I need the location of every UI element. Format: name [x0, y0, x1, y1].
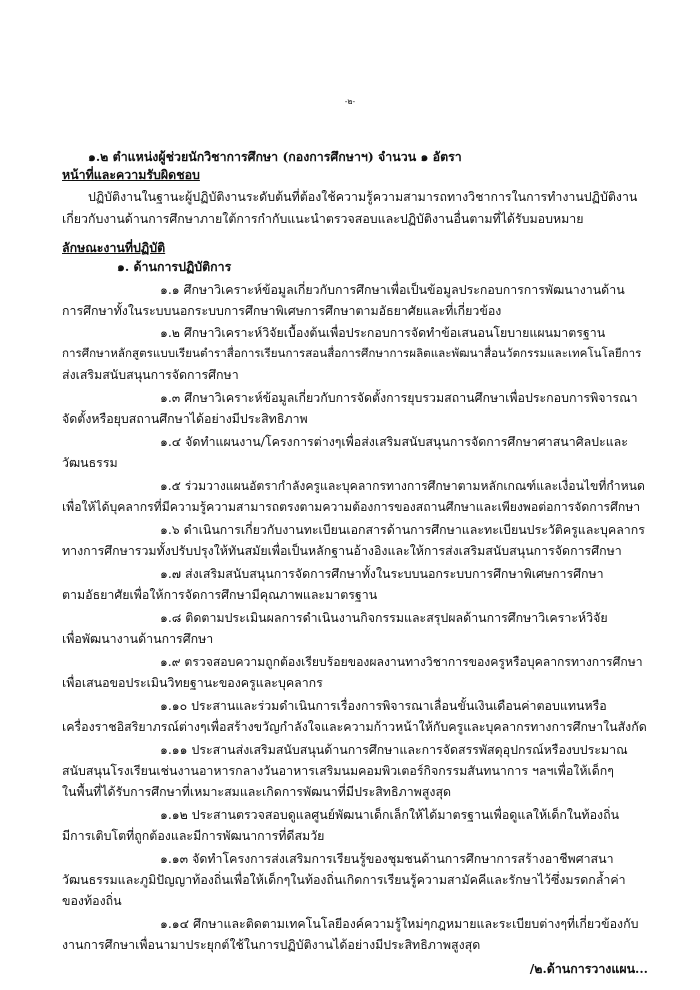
item-1-5-line: เพื่อให้ได้บุคลากรที่มีความรู้ความสามารถตรงตามความต้องการของสถานศึกษาและเพียงพอต่อการจัดการศึกษา	[62, 500, 641, 514]
item-1-8-line: เพื่อพัฒนางานด้านการศึกษา	[62, 631, 214, 646]
item-1-1-line: การศึกษาทั้งในระบบนอกระบบการศึกษาพิเศษการศึกษาตามอัธยาศัยและที่เกี่ยวข้อง	[62, 303, 502, 318]
work-title: ลักษณะงานที่ปฏิบัติ	[62, 240, 166, 255]
item-1-10-first: ๑.๑๐ ประสานและร่วมดำเนินการเรื่องการพิจารณาเลื่อนขั้นเงินเดือนค่าตอบแทนหรือ	[160, 698, 607, 713]
item-1-6-first: ๑.๖ ดำเนินการเกี่ยวกับงานทะเบียนเอกสารด้านการศึกษาและทะเบียนประวัติครูและบุคลากร	[160, 522, 645, 537]
item-1-10-line: เครื่องราชอิสริยาภรณ์ต่างๆเพื่อสร้างขวัญกำลังใจและความก้าวหน้าให้กับครูและบุคลากรทางการศึกษาในสังกัด	[62, 719, 647, 734]
section-1-title: ๑. ด้านการปฏิบัติการ	[117, 259, 232, 274]
item-1-13-line: วัฒนธรรมและภูมิปัญญาท้องถิ่นเพื่อให้เด็กๆในท้องถิ่นเกิดการเรียนรู้ความสามัคคีและรักษาไว้ซึ่งมรดกล้ำค่า	[62, 872, 626, 887]
item-1-11-line: สนับสนุนโรงเรียนเช่นงานอาหารกลางวันอาหารเสริมนมคอมพิวเตอร์กิจกรรมสันทนาการ ฯลฯเพื่อให้เด็กๆ	[62, 763, 614, 778]
item-1-2-line: ส่งเสริมสนับสนุนการจัดการศึกษา	[62, 367, 239, 382]
item-1-4-line: วัฒนธรรม	[62, 455, 118, 470]
position-heading: ๑.๒ ตำแหน่งผู้ช่วยนักวิชาการศึกษา (กองการศึกษาฯ) จำนวน ๑ อัตรา	[88, 149, 462, 164]
item-1-13-line: ของท้องถิ่น	[62, 893, 122, 908]
item-1-9-line: เพื่อเสนอขอประเมินวิทยฐานะของครูและบุคลากร	[62, 675, 323, 690]
item-1-12-first: ๑.๑๒ ประสานตรวจสอบดูแลศูนย์พัฒนาเด็กเล็กให้ได้มาตรฐานเพื่อดูแลให้เด็กในท้องถิ่น	[160, 807, 620, 822]
item-1-8-first: ๑.๘ ติดตามประเมินผลการดำเนินงานกิจกรรมและสรุปผลด้านการศึกษาวิเคราะห์วิจัย	[160, 610, 608, 625]
item-1-3-first: ๑.๓ ศึกษาวิเคราะห์ข้อมูลเกี่ยวกับการจัดตั้งการยุบรวมสถานศึกษาเพื่อประกอบการพิจารณา	[160, 390, 638, 405]
item-1-11-line: ในพื้นที่ได้รับการศึกษาที่เหมาะสมและเกิดการพัฒนาที่มีประสิทธิภาพสูงสุด	[62, 784, 452, 799]
item-1-7-line: ตามอัธยาศัยเพื่อให้การจัดการศึกษามีคุณภาพและมาตรฐาน	[62, 587, 378, 602]
item-1-14-line: งานการศึกษาเพื่อนามาประยุกต์ใช้ในการปฏิบัติงานได้อย่างมีประสิทธิภาพสูงสุด	[62, 937, 481, 952]
item-1-13-first: ๑.๑๓ จัดทำโครงการส่งเสริมการเรียนรู้ของชุมชนด้านการศึกษาการสร้างอาชีพศาสนา	[160, 851, 614, 866]
page-number: -๒-	[344, 97, 356, 106]
duties-title: หน้าที่และความรับผิดชอบ	[62, 167, 200, 182]
item-1-5-first: ๑.๕ ร่วมวางแผนอัตรากำลังครูและบุคลากรทางการศึกษาตามหลักเกณฑ์และเงื่อนไขที่กำหนด	[160, 479, 645, 493]
item-1-4-first: ๑.๔ จัดทำแผนงาน/โครงการต่างๆเพื่อส่งเสริมสนับสนุนการจัดการศึกษาศาสนาศิลปะและ	[160, 434, 628, 449]
item-1-3-line: จัดตั้งหรือยุบสถานศึกษาได้อย่างมีประสิทธิภาพ	[62, 411, 308, 426]
item-1-6-line: ทางการศึกษารวมทั้งปรับปรุงให้ทันสมัยเพื่อเป็นหลักฐานอ้างอิงและให้การส่งเสริมสนับสนุนการจัดการศึกษา	[62, 543, 622, 558]
duties-line-1: ปฏิบัติงานในฐานะผู้ปฏิบัติงานระดับต้นที่ต้องใช้ความรู้ความสามารถทางวิชาการในการทำงานปฏิบัติงาน	[88, 189, 638, 204]
item-1-1-first: ๑.๑ ศึกษาวิเคราะห์ข้อมูลเกี่ยวกับการศึกษาเพื่อเป็นข้อมูลประกอบการการพัฒนางานด้าน	[160, 282, 625, 297]
item-1-7-first: ๑.๗ ส่งเสริมสนับสนุนการจัดการศึกษาทั้งในระบบนอกระบบการศึกษาพิเศษการศึกษา	[160, 566, 604, 581]
item-1-11-first: ๑.๑๑ ประสานส่งเสริมสนับสนุนด้านการศึกษาและการจัดสรรพัสดุอุปกรณ์หรืองบประมาณ	[160, 742, 628, 757]
continuation-footer: /๒.ด้านการวางแผน...	[529, 961, 648, 976]
item-1-12-line: มีการเติบโตที่ถูกต้องและมีการพัฒนาการที่ดีสมวัย	[62, 828, 325, 843]
item-1-2-first: ๑.๒ ศึกษาวิเคราะห์วิจัยเบื้องต้นเพื่อประกอบการจัดทำข้อเสนอนโยบายแผนมาตรฐาน	[160, 325, 606, 340]
item-1-14-first: ๑.๑๔ ศึกษาและติดตามเทคโนโลยีองค์ความรู้ใหม่ๆกฎหมายและระเบียบต่างๆที่เกี่ยวข้องกับ	[160, 916, 639, 931]
item-1-9-first: ๑.๙ ตรวจสอบความถูกต้องเรียบร้อยของผลงานทางวิชาการของครูหรือบุคลากรทางการศึกษา	[160, 655, 643, 669]
duties-line-2: เกี่ยวกับงานด้านการศึกษาภายใต้การกำกับแนะนำตรวจสอบและปฏิบัติงานอื่นตามที่ได้รับมอบหมาย	[62, 211, 584, 226]
item-1-2-line: การศึกษาหลักสูตรแบบเรียนตำราสื่อการเรียนการสอนสื่อการศึกษาการผลิตและพัฒนาสื่อนวัตกรรมและเทคโนโลยีการ	[62, 346, 642, 360]
